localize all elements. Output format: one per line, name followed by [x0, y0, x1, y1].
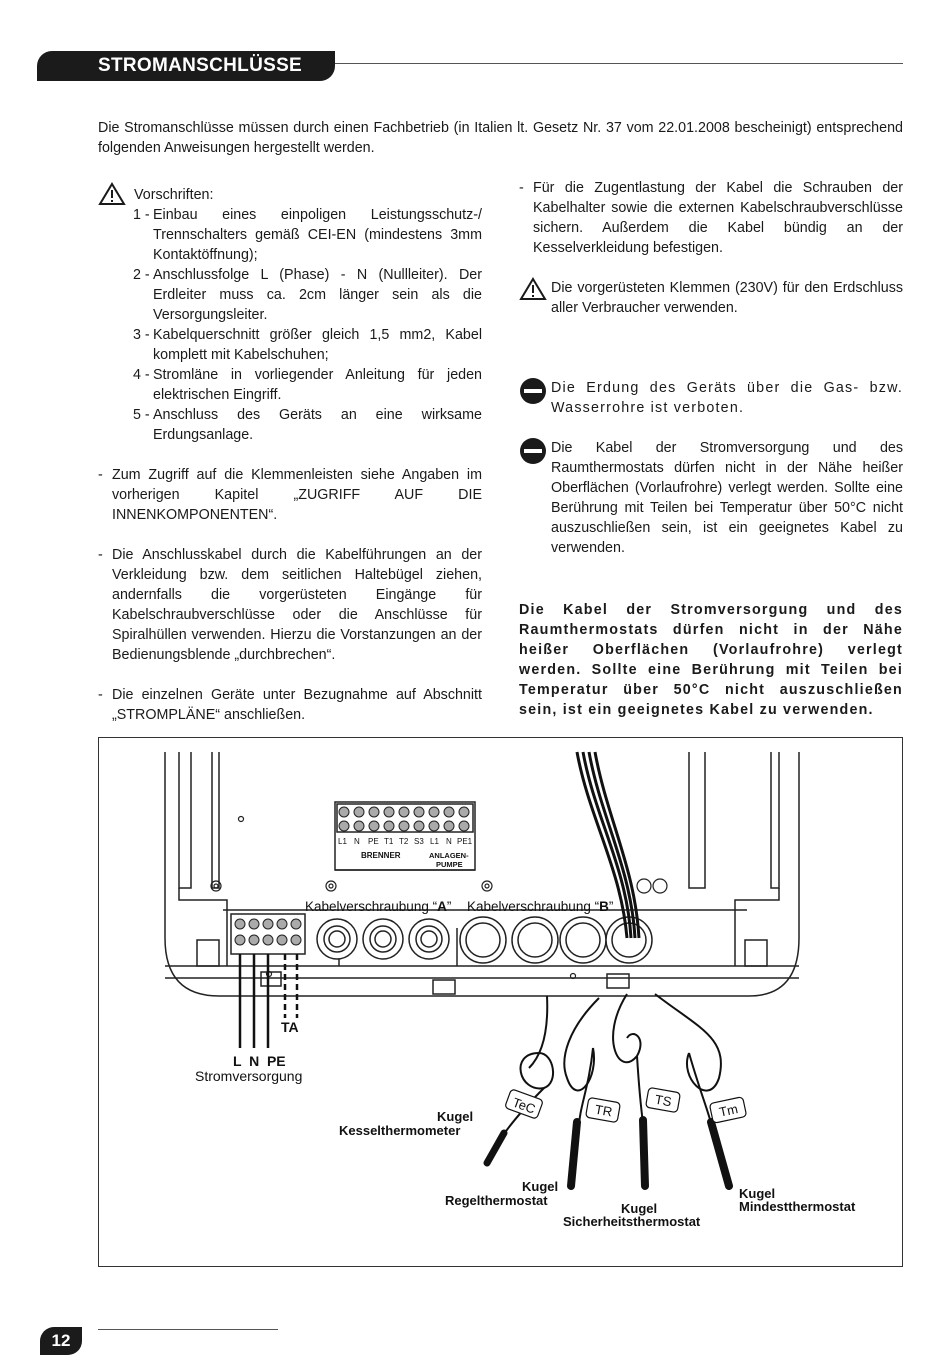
left-column	[98, 185, 482, 725]
prohibition-text: Die Kabel der Stromversorgung und des Raumthermostats dürfen nicht in der Nähe heißer Oberflächen (Vorlaufrohre) verlegt werden. Sollte eine Berührung mit Teilen bei Temperatur über 50°C nicht auszuschließen sein, ist ein geeignetes Kabel zu verwenden.	[551, 440, 903, 556]
list-number: 2 -	[133, 267, 150, 283]
warning-text: Die vorgerüsteten Klemmen (230V) für den Erdschluss aller Verbraucher verwenden.	[551, 280, 903, 316]
terminal-label: T1	[384, 837, 394, 846]
intro-paragraph: Die Stromanschlüsse müssen durch einen Fachbetrieb (in Italien lt. Gesetz Nr. 37 vom 22.01.2008 bescheinigt) entsprechend folgenden Anweisungen hergestellt werden.	[98, 120, 903, 156]
right-column	[519, 178, 903, 558]
section-title: STROMANSCHLÜSSE	[98, 55, 303, 76]
wiring-diagram	[98, 737, 903, 1267]
prohibition-paragraph-1	[519, 378, 903, 418]
prohibition-paragraph-2	[519, 438, 903, 558]
kugel-label: Kugel	[522, 1179, 559, 1194]
kugel-label: Kugel	[739, 1186, 776, 1201]
tm-tag: Tm	[717, 1101, 740, 1120]
tr-tag: TR	[593, 1101, 614, 1120]
warning-icon	[519, 277, 547, 301]
mindest-label: Mindestthermostat	[739, 1199, 856, 1214]
bullet-connect: - Die einzelnen Geräte unter Bezugnahme auf Abschnitt „STROMPLÄNE“ anschließen.	[98, 687, 482, 723]
gland-b-label: Kabelverschraubung “B”	[467, 899, 614, 914]
list-text: Anschluss des Geräts an eine wirksame Erdungsanlage.	[153, 407, 482, 443]
list-item	[98, 265, 482, 325]
list-item	[98, 325, 482, 365]
supply-label: Stromversorgung	[195, 1068, 303, 1084]
gland-a-label: Kabelverschraubung “A”	[305, 899, 452, 914]
bullet-strain-relief: - Für die Zugentlastung der Kabel die Schrauben der Kabelhalter sowie die externen Kabelschraubverschlüsse sichern. Außerdem die Kabel bündig an der Kesselverkleidung befestigen.	[519, 180, 903, 256]
list-text: Kabelquerschnitt größer gleich 1,5 mm2, Kabel komplett mit Kabelschuhen;	[153, 327, 482, 363]
list-text: Einbau eines einpoligen Leistungsschutz-/ Trennschalters gemäß CEI-EN (mindestens 3mm Kontaktöffnung);	[153, 207, 482, 263]
warning-paragraph	[519, 278, 903, 318]
ta-label: TA	[281, 1019, 299, 1035]
brenner-label: BRENNER	[361, 851, 401, 860]
regulations-list	[98, 205, 482, 445]
tec-tag: TeC	[510, 1094, 538, 1117]
terminal-label: N	[446, 837, 452, 846]
bullet-cables: - Die Anschlusskabel durch die Kabelführungen an der Verkleidung bzw. dem seitlichen Haltebügel ziehen, andernfalls die vorgerüsteten Eingänge für Kabelschraubverschlüsse oder die Anschlüsse für Spiralhüllen verwenden. Hierzu die Vorstanzungen an der Bedienungsblende „durchbrechen“.	[98, 547, 482, 663]
bullet-text: Zum Zugriff auf die Klemmenleisten siehe Angaben im vorherigen Kapitel „ZUGRIFF AUF DIE INNENKOMPONENTEN“.	[112, 467, 482, 523]
terminal-label: PE	[368, 837, 379, 846]
terminal-label: T2	[399, 837, 409, 846]
warning-icon	[98, 182, 126, 206]
bullet-text: Für die Zugentlastung der Kabel die Schrauben der Kabelhalter sowie die externen Kabelschraubverschlüsse sichern. Außerdem die Kabel bündig an der Kesselverkleidung befestigen.	[533, 180, 903, 256]
bold-note: Die Kabel der Stromversorgung und des Raumthermostats dürfen nicht in der Nähe heißer Oberflächen (Vorlaufrohre) verlegt werden. Sollte eine Berührung mit Teilen bei Temperatur über 50°C nicht auszuschließen sein, ist ein geeignetes Kabel zu verwenden.	[519, 602, 903, 718]
prohibition-icon	[519, 437, 547, 465]
pumpe-label: PUMPE	[436, 860, 463, 869]
terminal-label: L1	[338, 837, 347, 846]
list-number: 5 -	[133, 407, 150, 423]
ts-tag: TS	[653, 1091, 673, 1110]
kugel-label: Kugel	[621, 1201, 658, 1216]
sicher-label: Sicherheitsthermostat	[563, 1214, 701, 1229]
bullet-text: Die einzelnen Geräte unter Bezugnahme auf Abschnitt „STROMPLÄNE“ anschließen.	[112, 687, 482, 723]
list-item	[98, 205, 482, 265]
header-rule	[335, 63, 903, 64]
terminal-label: L1	[430, 837, 439, 846]
footer-rule	[98, 1329, 278, 1330]
anlagen-label: ANLAGEN-	[429, 851, 469, 860]
terminal-label: PE1	[457, 837, 473, 846]
list-item	[98, 365, 482, 405]
wiring-diagram-drawing	[99, 738, 904, 1268]
terminal-label: N	[354, 837, 360, 846]
list-number: 4 -	[133, 367, 150, 383]
list-number: 1 -	[133, 207, 150, 223]
kugel-label: Kugel	[437, 1109, 474, 1124]
regulations-heading	[98, 185, 482, 205]
list-number: 3 -	[133, 327, 150, 343]
regel-label: Regelthermostat	[445, 1193, 548, 1208]
lnpe-label: L N PE	[233, 1053, 286, 1069]
list-text: Anschlussfolge L (Phase) - N (Nullleiter). Der Erdleiter muss ca. 2cm länger sein als die Versorgungsleiter.	[153, 267, 482, 323]
prohibition-icon	[519, 377, 547, 405]
regulations-heading-text: Vorschriften:	[134, 187, 214, 203]
terminal-label: S3	[414, 837, 424, 846]
kessel-label: Kesselthermometer	[339, 1123, 461, 1138]
page-number: 12	[51, 1331, 71, 1350]
list-item	[98, 405, 482, 445]
bullet-text: Die Anschlusskabel durch die Kabelführungen an der Verkleidung bzw. dem seitlichen Haltebügel ziehen, andernfalls die vorgerüsteten Eingänge für Kabelschraubverschlüsse oder die Anschlüsse für Spiralhüllen verwenden. Hierzu die Vorstanzungen an der Bedienungsblende „durchbrechen“.	[112, 547, 482, 663]
bullet-access: - Zum Zugriff auf die Klemmenleisten siehe Angaben im vorherigen Kapitel „ZUGRIFF AUF DIE INNENKOMPONENTEN“.	[98, 467, 482, 523]
list-text: Stromläne in vorliegender Anleitung für jeden elektrischen Eingriff.	[153, 367, 482, 403]
prohibition-text: Die Erdung des Geräts über die Gas- bzw. Wasserrohre ist verboten.	[551, 380, 903, 416]
